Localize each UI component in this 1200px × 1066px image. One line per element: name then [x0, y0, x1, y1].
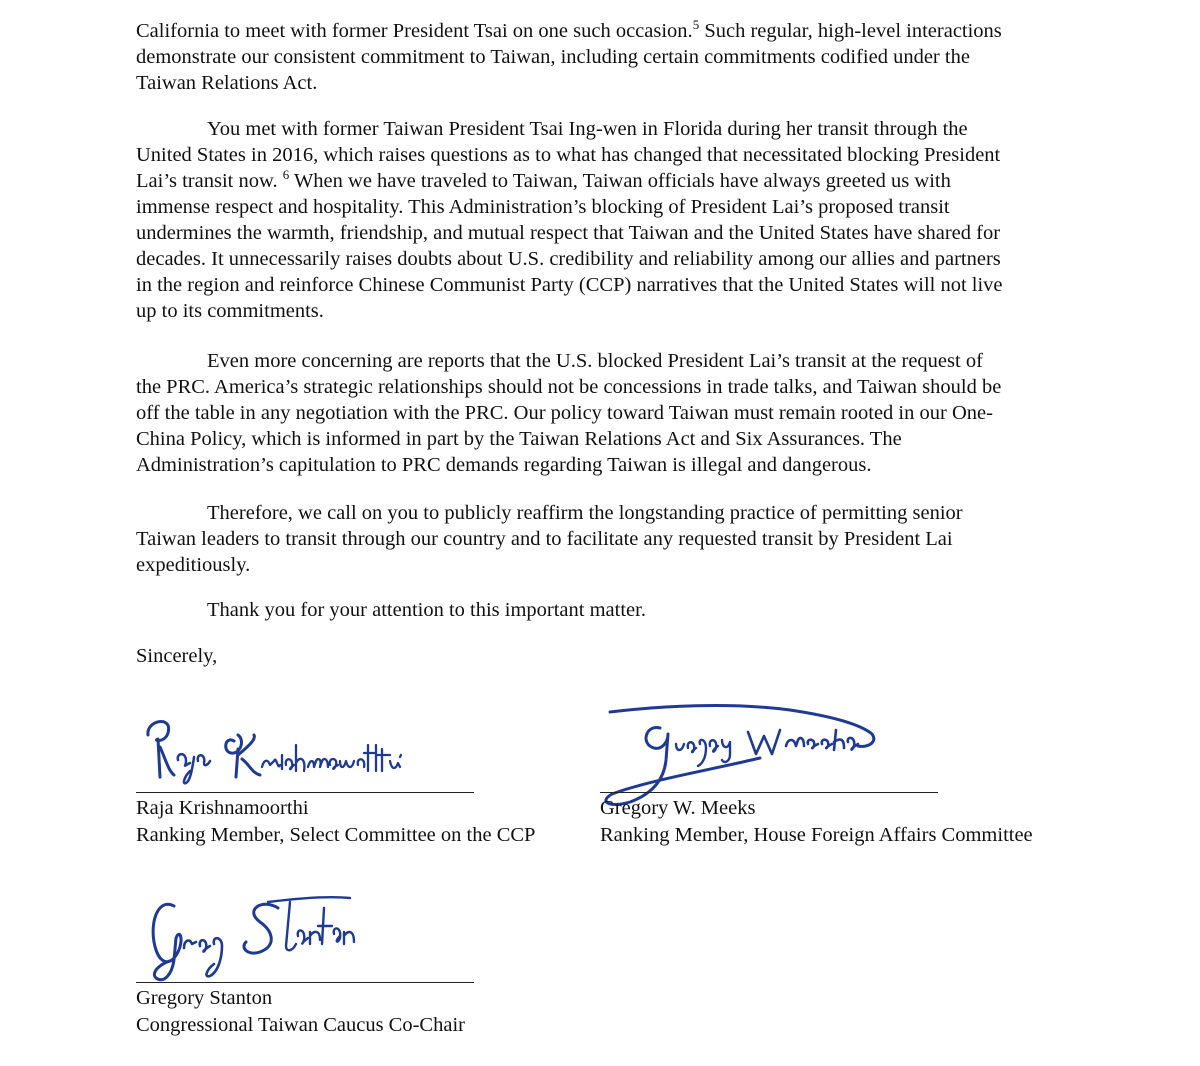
paragraph-3-line-4: China Policy, which is informed in part by the Taiwan Relations Act and Six Assurances. The — [136, 428, 902, 450]
signature-line-2 — [600, 792, 938, 793]
paragraph-3 — [136, 348, 1076, 478]
paragraph-1-line-3: Taiwan Relations Act. — [136, 72, 318, 94]
paragraph-4-line-2: Taiwan leaders to transit through our country and to facilitate any requested transit by President Lai — [136, 528, 953, 550]
signatory-title: Ranking Member, House Foreign Affairs Committee — [600, 824, 1033, 846]
signature-line-1 — [136, 792, 474, 793]
paragraph-2-line-6: decades. It unnecessarily raises doubts about U.S. credibility and reliability among our allies and partners — [136, 248, 1001, 270]
signature-line-3 — [136, 982, 474, 983]
paragraph-5-line-1: Thank you for your attention to this important matter. — [207, 599, 646, 621]
paragraph-3-line-1: Even more concerning are reports that the U.S. blocked President Lai’s transit at the request of — [207, 350, 983, 372]
line-text: California to meet with former President Tsai on one such occasion. — [136, 20, 693, 42]
signatory-title: Congressional Taiwan Caucus Co-Chair — [136, 1014, 465, 1036]
paragraph-2-line-2: United States in 2016, which raises questions as to what has changed that necessitated blocking President — [136, 144, 1001, 166]
closing — [136, 643, 1076, 669]
signatory-block-3 — [136, 985, 465, 1039]
signatory-block-2 — [600, 795, 1033, 849]
line-text: Lai’s transit now. — [136, 170, 283, 192]
signature-greg-stanton — [140, 888, 370, 993]
paragraph-2-line-5: undermines the warmth, friendship, and mutual respect that Taiwan and the United States have shared for — [136, 222, 1001, 244]
paragraph-5 — [136, 597, 1076, 623]
paragraph-1-line-2: demonstrate our consistent commitment to Taiwan, including certain commitments codified under the — [136, 46, 970, 68]
footnote-marker-6: 6 — [282, 167, 290, 183]
paragraph-4-line-1: Therefore, we call on you to publicly reaffirm the longstanding practice of permitting senior — [207, 502, 963, 524]
footnote-marker-5: 5 — [692, 17, 700, 33]
signatory-name: Gregory Stanton — [136, 987, 273, 1009]
signatory-name: Gregory W. Meeks — [600, 797, 756, 819]
paragraph-2-line-1: You met with former Taiwan President Tsai Ing-wen in Florida during her transit through the — [207, 118, 968, 140]
signatory-block-1 — [136, 795, 535, 849]
paragraph-2-line-4: immense respect and hospitality. This Administration’s blocking of President Lai’s proposed transit — [136, 196, 950, 218]
paragraph-3-line-2: the PRC. America’s strategic relationships should not be concessions in trade talks, and Taiwan should be — [136, 376, 1002, 398]
line-text-after: When we have traveled to Taiwan, Taiwan officials have always greeted us with — [289, 170, 951, 192]
paragraph-1-line-1 — [136, 18, 1076, 44]
paragraph-3-line-5: Administration’s capitulation to PRC demands regarding Taiwan is illegal and dangerous. — [136, 454, 872, 476]
line-text-after: Such regular, high-level interactions — [699, 20, 1002, 42]
paragraph-3-line-3: off the table in any negotiation with the PRC. Our policy toward Taiwan must remain rooted in our One- — [136, 402, 993, 424]
closing-text: Sincerely, — [136, 645, 218, 667]
signature-raja-krishnamoorthi — [138, 705, 428, 785]
signatory-title: Ranking Member, Select Committee on the CCP — [136, 824, 536, 846]
paragraph-2-line-7: in the region and reinforce Chinese Communist Party (CCP) narratives that the United States will not live — [136, 274, 1003, 296]
paragraph-2 — [136, 116, 1076, 324]
signatory-name: Raja Krishnamoorthi — [136, 797, 309, 819]
paragraph-2-line-8: up to its commitments. — [136, 300, 324, 322]
paragraph-4-line-3: expeditiously. — [136, 554, 251, 576]
paragraph-1 — [136, 18, 1076, 96]
paragraph-4 — [136, 500, 1076, 578]
paragraph-2-line-3 — [136, 168, 1076, 194]
